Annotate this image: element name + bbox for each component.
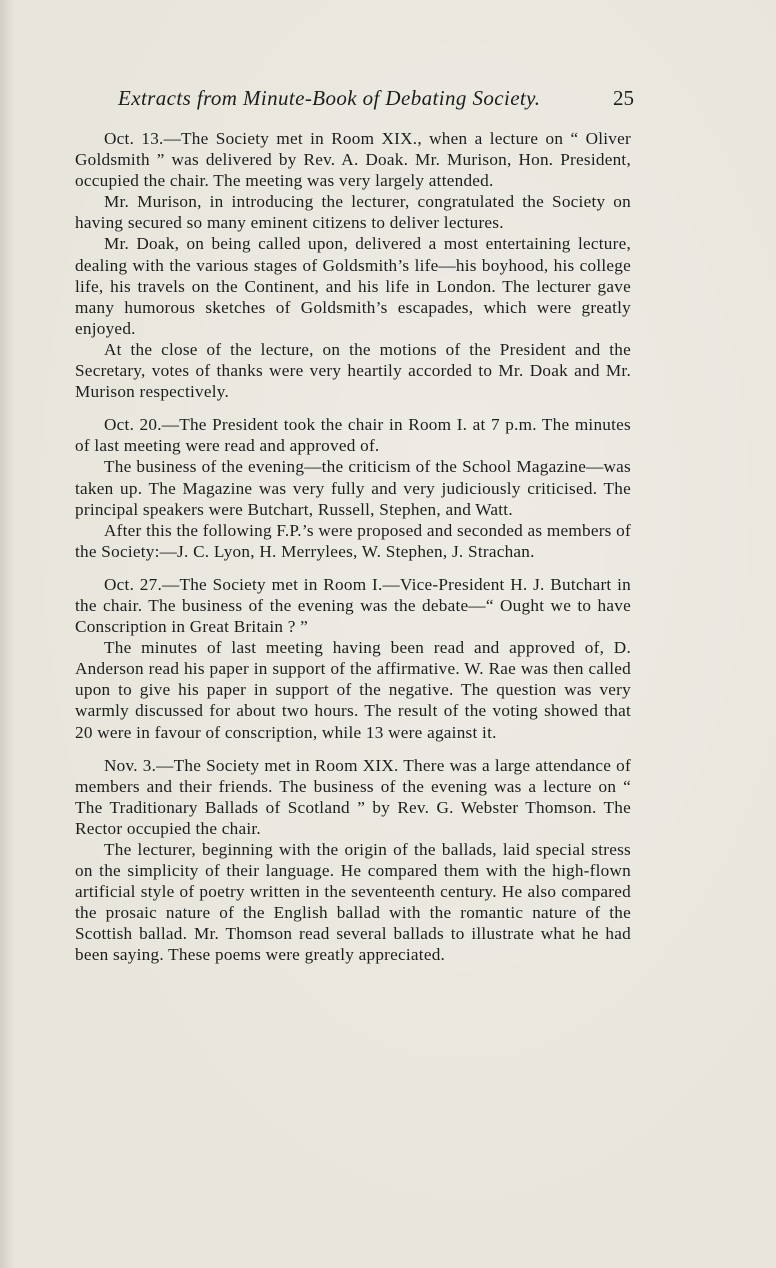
running-header-title: Extracts from Minute-Book of Debating Society. — [118, 86, 541, 110]
paragraph: Oct. 20.—The President took the chair in Room I. at 7 p.m. The minutes of last meeting were read and approved of. — [75, 415, 631, 456]
minute-entry-oct-13 — [75, 128, 631, 402]
paragraph: After this the following F.P.’s were proposed and seconded as members of the Society:—J. C. Lyon, H. Merrylees, W. Stephen, J. Strachan. — [75, 520, 631, 561]
minute-entry-nov-3 — [75, 755, 631, 966]
paragraph: Oct. 13.—The Society met in Room XIX., when a lecture on “ Oliver Goldsmith ” was delivered by Rev. A. Doak. Mr. Murison, Hon. President, occupied the chair. The meeting was very largely attended. — [75, 129, 631, 191]
minute-entry-oct-27 — [75, 574, 631, 743]
page-number: 25 — [613, 86, 634, 110]
paragraph: Mr. Doak, on being called upon, delivered a most entertaining lecture, dealing with the various stages of Goldsmith’s life—his boyhood, his college life, his travels on the Continent, and his life in London. The lecturer gave many humorous sketches of Goldsmith’s escapades, which were greatly enjoyed. — [75, 234, 631, 338]
running-header — [118, 86, 634, 116]
paragraph: Mr. Murison, in introducing the lecturer, congratulated the Society on having secured so many eminent citizens to deliver lectures. — [75, 192, 631, 233]
paragraph: Nov. 3.—The Society met in Room XIX. There was a large attendance of members and their friends. The business of the evening was a lecture on “ The Traditionary Ballads of Scotland ” by Rev. G. Webster Thomson. The Rector occupied the chair. — [75, 755, 631, 838]
paragraph: At the close of the lecture, on the motions of the President and the Secretary, votes of thanks were very heartily accorded to Mr. Doak and Mr. Murison respectively. — [75, 339, 631, 402]
page-body — [75, 128, 631, 978]
paragraph: Oct. 27.—The Society met in Room I.—Vice-President H. J. Butchart in the chair. The business of the evening was the debate—“ Ought we to have Conscription in Great Britain ? ” — [75, 574, 631, 637]
minute-entry-oct-20 — [75, 414, 631, 562]
paragraph: The lecturer, beginning with the origin of the ballads, laid special stress on the simplicity of their language. He compared them with the high-flown artificial style of poetry written in the seventeenth century. He also compared the prosaic nature of the English ballad with the romantic nature of the Scottish ballad. Mr. Thomson read several ballads to illustrate what he had been saying. These poems were greatly appreciated. — [75, 840, 631, 965]
paragraph: The business of the evening—the criticism of the School Magazine—was taken up. The Magazine was very fully and very judiciously criticised. The principal speakers were Butchart, Russell, Stephen, and Watt. — [75, 457, 631, 519]
page-spine-shadow — [0, 0, 14, 1268]
paragraph: The minutes of last meeting having been read and approved of, D. Anderson read his paper in support of the affirmative. W. Rae was then called upon to give his paper in support of the negative. The question was very warmly discussed for about two hours. The result of the voting showed that 20 were in favour of conscription, while 13 were against it. — [75, 638, 631, 742]
